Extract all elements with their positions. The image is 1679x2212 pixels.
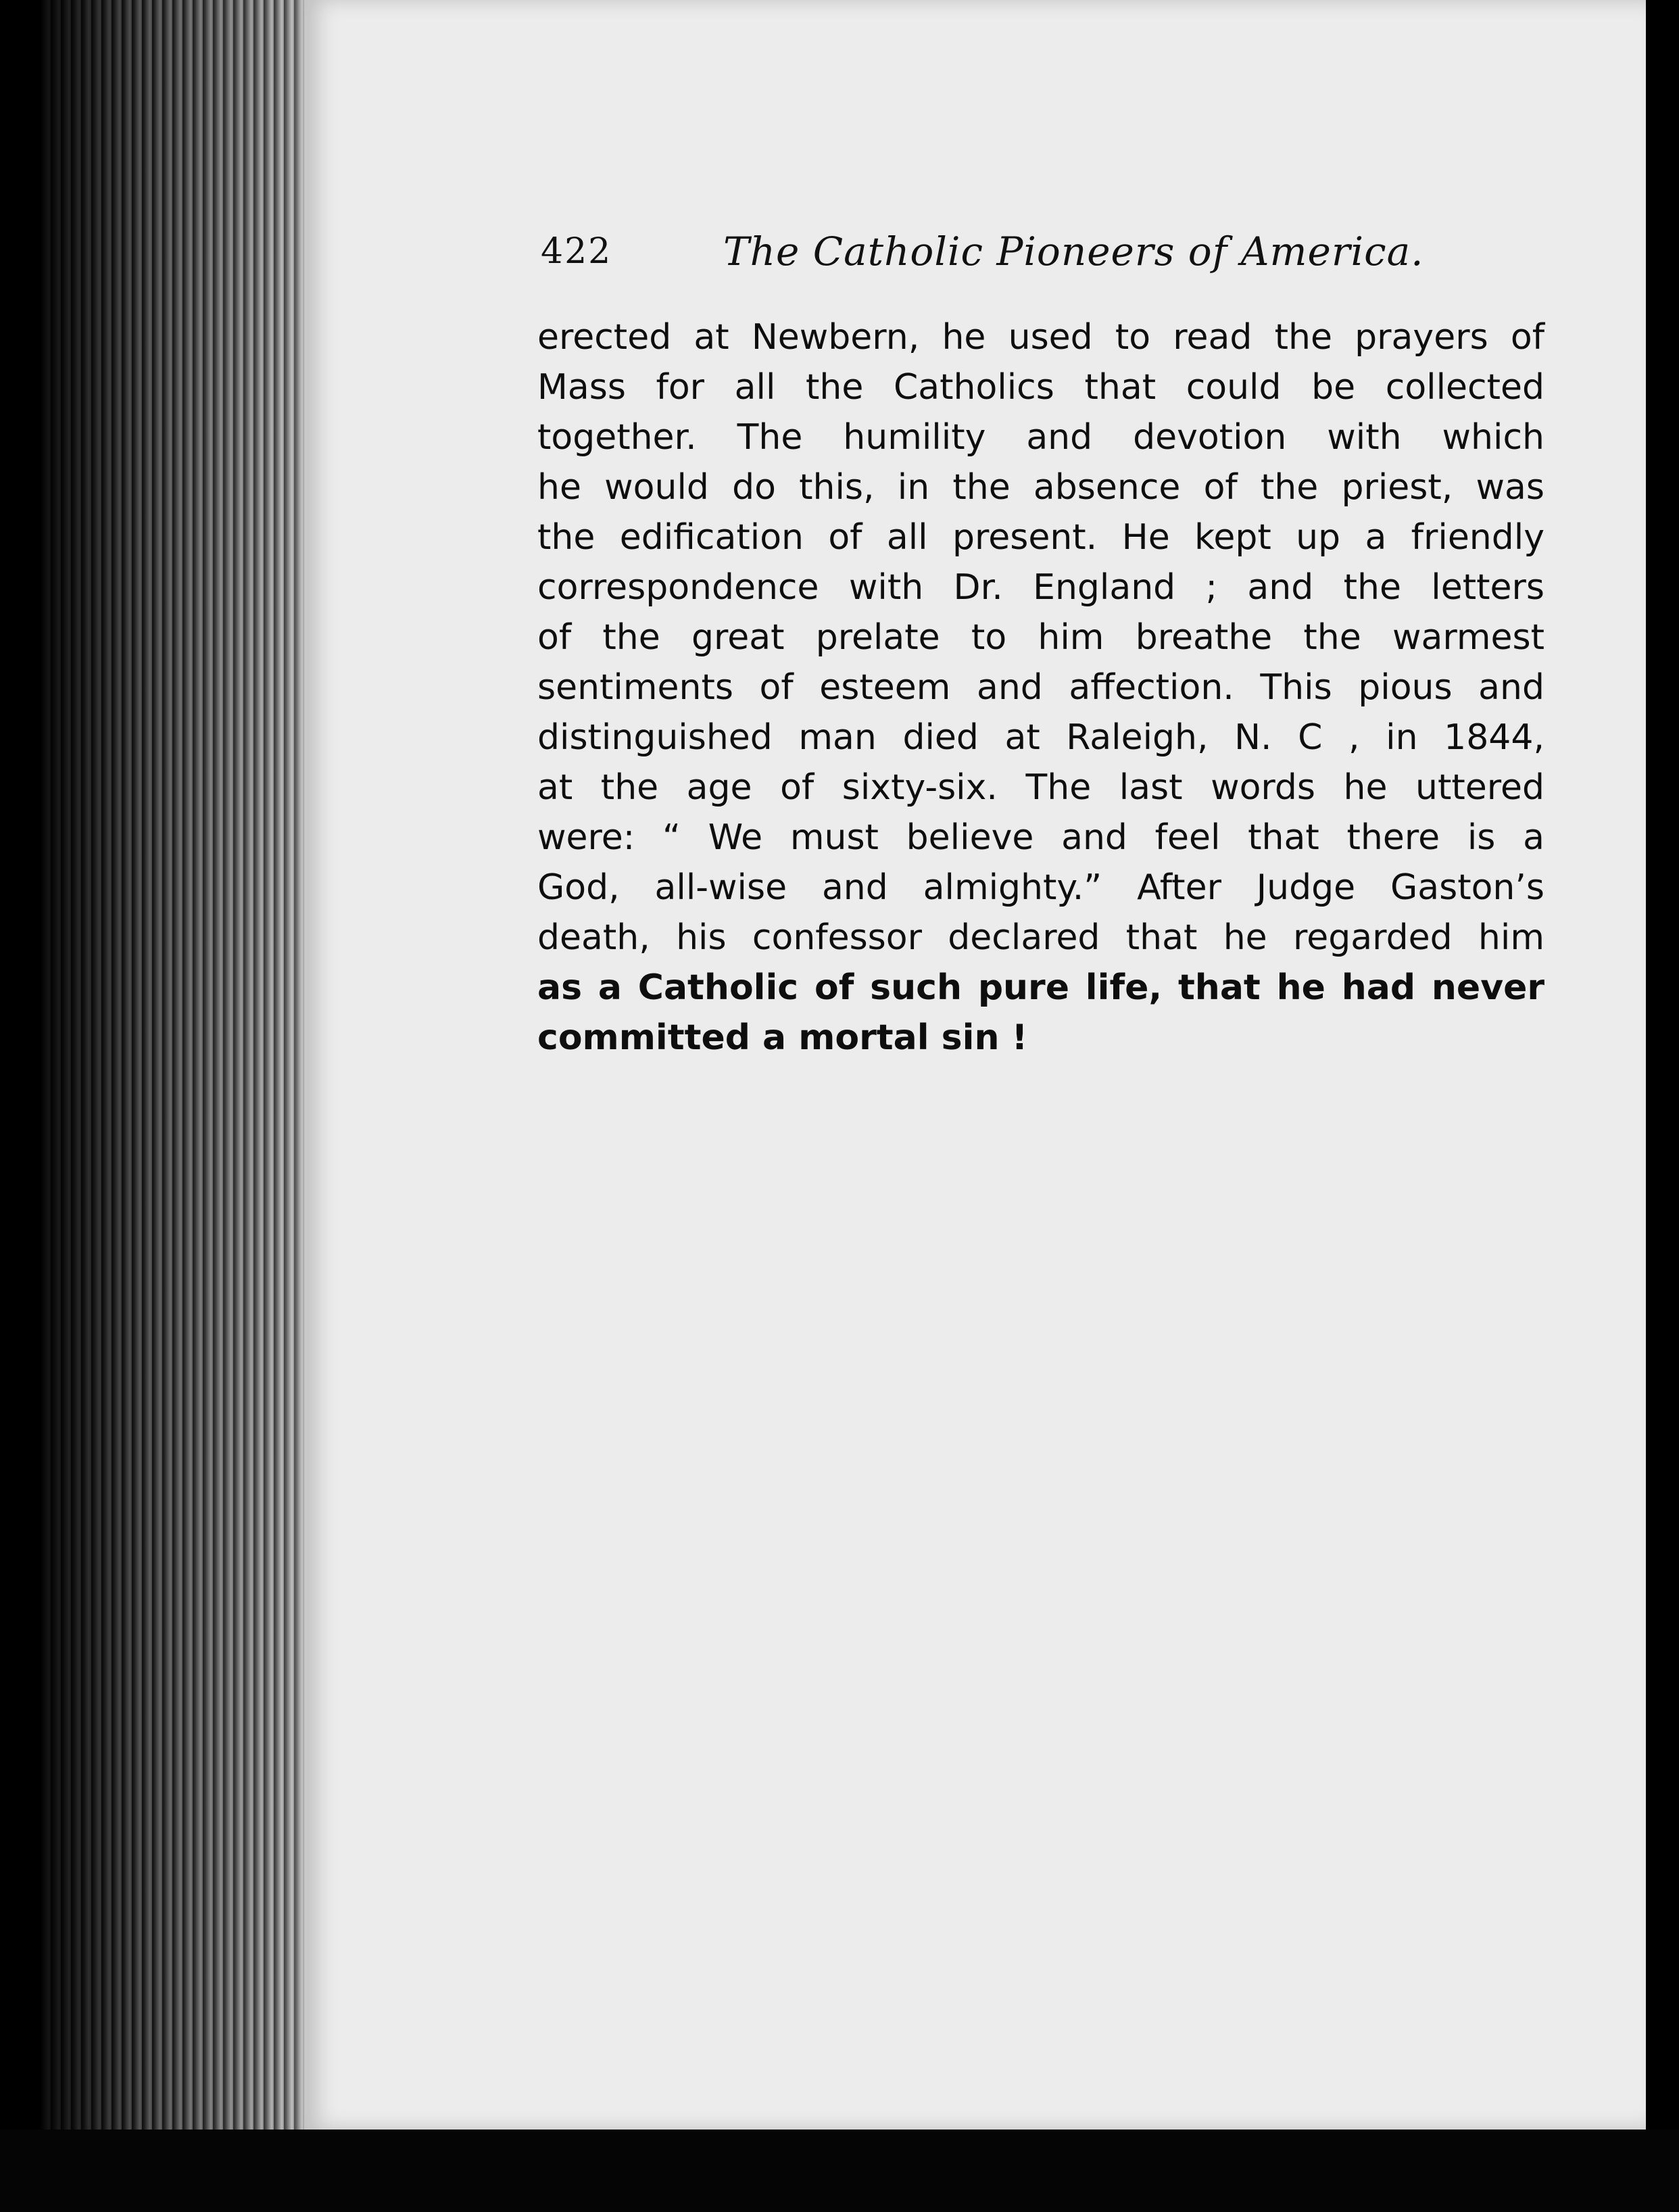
text-line: together. The humility and devotion with which <box>537 417 1544 458</box>
body-paragraph <box>537 312 1544 1063</box>
text-line: correspondence with Dr. England ; and the letters <box>537 567 1544 608</box>
text-line: of the great prelate to him breathe the warmest <box>537 617 1544 658</box>
text-line: erected at Newbern, he used to read the prayers of <box>537 317 1544 358</box>
running-title: The Catholic Pioneers of America. <box>723 229 1424 274</box>
text-line: sentiments of esteem and affection. This pious and <box>537 667 1544 708</box>
page-edge-stack <box>41 0 338 2130</box>
text-line: God, all-wise and almighty.” After Judge Gaston’s <box>537 867 1544 908</box>
text-line: were: “ We must believe and feel that there is a <box>537 817 1544 858</box>
text-line: as a Catholic of such pure life, that he had never <box>537 967 1544 1008</box>
text-line: he would do this, in the absence of the priest, was <box>537 467 1544 508</box>
scan-bottom-border <box>0 2130 1679 2212</box>
page-header <box>541 223 1424 291</box>
text-line: death, his confessor declared that he regarded him <box>537 917 1544 958</box>
text-line: Mass for all the Catholics that could be collected <box>537 367 1544 408</box>
page-number: 422 <box>541 231 612 272</box>
text-line: distinguished man died at Raleigh, N. C , in 1844, <box>537 717 1544 758</box>
text-line: committed a mortal sin ! <box>537 1017 1028 1058</box>
text-line: at the age of sixty-six. The last words he uttered <box>537 767 1544 808</box>
text-line: the edification of all present. He kept up a friendly <box>537 517 1544 558</box>
